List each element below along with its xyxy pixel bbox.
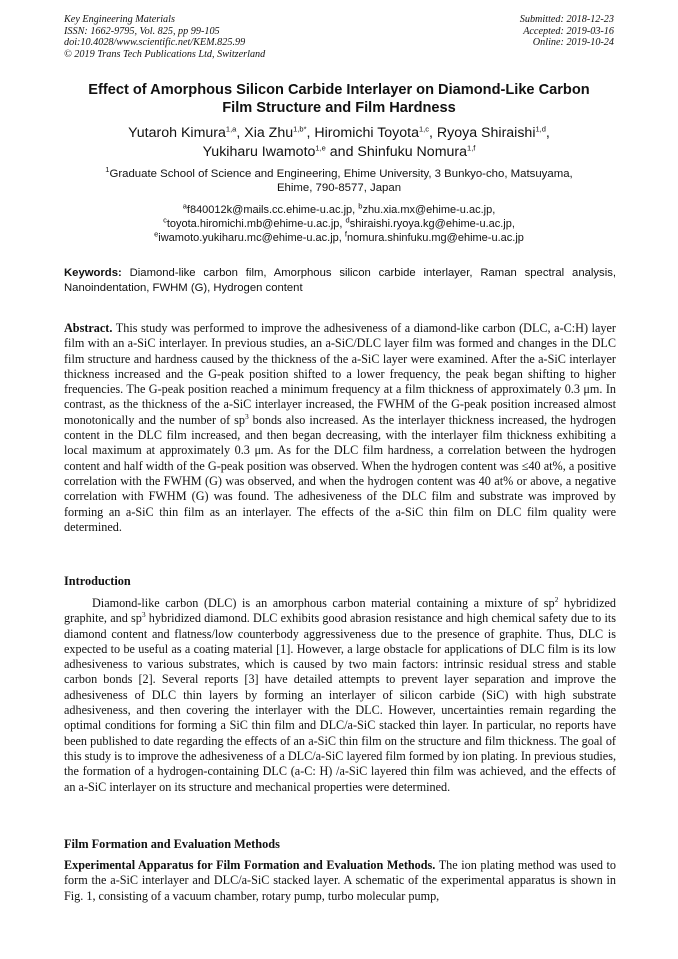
email-list: $^a$f840012k@mails.cc.ehime-u.ac.jp, $^b$zhu.xia.mx@ehime-u.ac.jp, $^c$toyota.hiromichi.mb@ehime-u.ac.jp, $^d$shiraishi.ryoya.kg@ehime-u.ac.jp, $^e$iwamoto.yukiharu.mc@ehime-u.ac.jp, $^f$nomura.shinfuku.mg@ehime-u.ac.jp	[154, 201, 524, 244]
journal-name: Key Engineering Materials	[64, 14, 175, 25]
methods-subheading: Experimental Apparatus for Film Formation and Evaluation Methods.	[64, 858, 436, 872]
email-e[interactable]: $^e$iwamoto.yukiharu.mc@ehime-u.ac.jp	[154, 229, 339, 244]
title-line-1: Effect of Amorphous Silicon Carbide Interlayer on Diamond-Like Carbon	[88, 82, 590, 98]
author-iwamoto: Yukiharu Iwamoto$^{1,e}$ and	[202, 143, 358, 160]
author-toyota: Hiromichi Toyota$^{1,c}$,	[314, 124, 437, 141]
email-a[interactable]: $^a$f840012k@mails.cc.ehime-u.ac.jp	[182, 201, 353, 216]
introduction-paragraph: Diamond-like carbon (DLC) is an amorphous carbon material containing a mixture of $sp^2$ hybridized graphite, and $sp^3$ hybridized diamond. DLC exhibits good abrasion resistance and high chemical safety due to its diamond content and flatness/low counterbody aggressiveness due to the presence of graphite. Thus, DLC is expected to be useful as a coating material [1]. However, a large obstacle for applications of DLC film is its low adhesiveness to various substrates, which is caused by two main factors: intrinsic residual stress and stable carbon bonds [2]. Several reports [3] have detailed attempts to prevent layer separation and improve the adhesiveness of DLC thin layers by forming an interlayer of silicon carbide (SiC) with high substrate adhesiveness, and then covering the interlayer with the DLC. However, uncertainties remain regarding the optimal conditions for forming a SiC thin film and DLC/a-SiC stacked thin layer. In particular, no reports have been published to date regarding the effects of an a-SiC thin film on the structure and film thickness. The goal of this study is to improve the adhesiveness of a DLC/a-SiC layered film formed by ion plating. In previous studies, the formation of a hydrogen-containing DLC (a-C: H) /a-SiC layered thin film was achieved, and the effects of an a-SiC interlayer on its structure and mechanical properties were determined.	[64, 594, 616, 794]
author-kimura: Yutaroh Kimura$^{1,a}$,	[128, 124, 245, 141]
issn-line: ISSN: 1662-9795, Vol. 825, pp 99-105	[64, 25, 220, 37]
copyright-line: © 2019 Trans Tech Publications Ltd, Switzerland	[64, 48, 266, 60]
doi-line: doi:10.4028/www.scientific.net/KEM.825.99	[64, 37, 246, 48]
keywords-text: Diamond-like carbon film, Amorphous silicon carbide interlayer, Raman spectral analysis, Nanoindentation, FWHM (G), Hydrogen content	[64, 267, 616, 294]
title-line-2: Film Structure and Film Hardness	[222, 99, 456, 116]
submitted-date: Submitted: 2018-12-23	[519, 14, 614, 25]
journal-info	[64, 14, 265, 60]
online-date: Online: 2019-10-24	[532, 37, 614, 48]
author-nomura: Shinfuku Nomura$^{1,f}$	[357, 143, 476, 160]
keywords-label: Keywords:	[64, 267, 122, 279]
affiliation: $^1$Graduate School of Science and Engineering, Ehime University, 3 Bunkyo-cho, Matsuyama, Ehime, 790-8577, Japan	[105, 165, 573, 194]
author-shiraishi: Ryoya Shiraishi$^{1,d}$,	[436, 124, 550, 141]
email-c[interactable]: $^c$toyota.hiromichi.mb@ehime-u.ac.jp	[163, 215, 340, 230]
accepted-date: Accepted: 2019-03-16	[523, 25, 614, 37]
author-zhu: Xia Zhu$^{1,b*}$,	[244, 124, 315, 141]
author-list	[60, 124, 618, 162]
email-f[interactable]: $^f$nomura.shinfuku.mg@ehime-u.ac.jp	[344, 229, 524, 244]
introduction-heading: Introduction	[64, 574, 131, 588]
email-b[interactable]: $^b$zhu.xia.mx@ehime-u.ac.jp	[358, 201, 493, 216]
abstract: Abstract. This study was performed to improve the adhesiveness of a diamond-like carbon (DLC, a-C:H) layer film with an a-SiC interlayer. In previous studies, an a-SiC/DLC layer film was formed and changes in the DLC film structure and hardness caused by the thickness of the a-SiC layer were examined. After the a-SiC interlayer thickness increased and the G-peak position shifted to a lower frequency, the peak began shifting to higher frequencies. The G-peak position reached a minimum frequency at a film thickness of approximately 0.3 μm. In contrast, as the thickness of the a-SiC interlayer increased, the FWHM of the G-peak position increased almost monotonically and the number of $sp^3$ bonds also increased. As the interlayer thickness increased, the hydrogen content in the DLC film increased, and then began decreasing, with the interlayer film thickness exhibiting a local maximum at approximately 0.3 μm. As for the DLC film hardness, a correlation between the hydrogen content and half width of the G-peak position was observed. When the hydrogen content was ≤40 at%, a positive correlation with the FWHM (G) was observed, and when the hydrogen content was 40 at% or above, a negative correlation with FWHM (G) was found. The adhesiveness of the DLC film and substrate was improved by forming an a-SiC thin film as an interlayer. The effects of the a-SiC thin film on DLC film quality were determined.	[64, 321, 616, 534]
paper-title	[60, 82, 618, 117]
methods-heading: Film Formation and Evaluation Methods	[64, 837, 280, 851]
methods-paragraph: Experimental Apparatus for Film Formation and Evaluation Methods. The ion plating method was used to form the a-SiC interlayer and DLC/a-SiC stacked layer. A schematic of the experimental apparatus is shown in Fig. 1, consisting of a vacuum chamber, rotary pump, turbo molecular pump,	[64, 858, 616, 903]
abstract-label: Abstract.	[64, 321, 113, 335]
publication-dates	[520, 14, 614, 49]
email-d[interactable]: $^d$shiraishi.ryoya.kg@ehime-u.ac.jp	[345, 215, 512, 230]
keywords	[64, 266, 616, 295]
